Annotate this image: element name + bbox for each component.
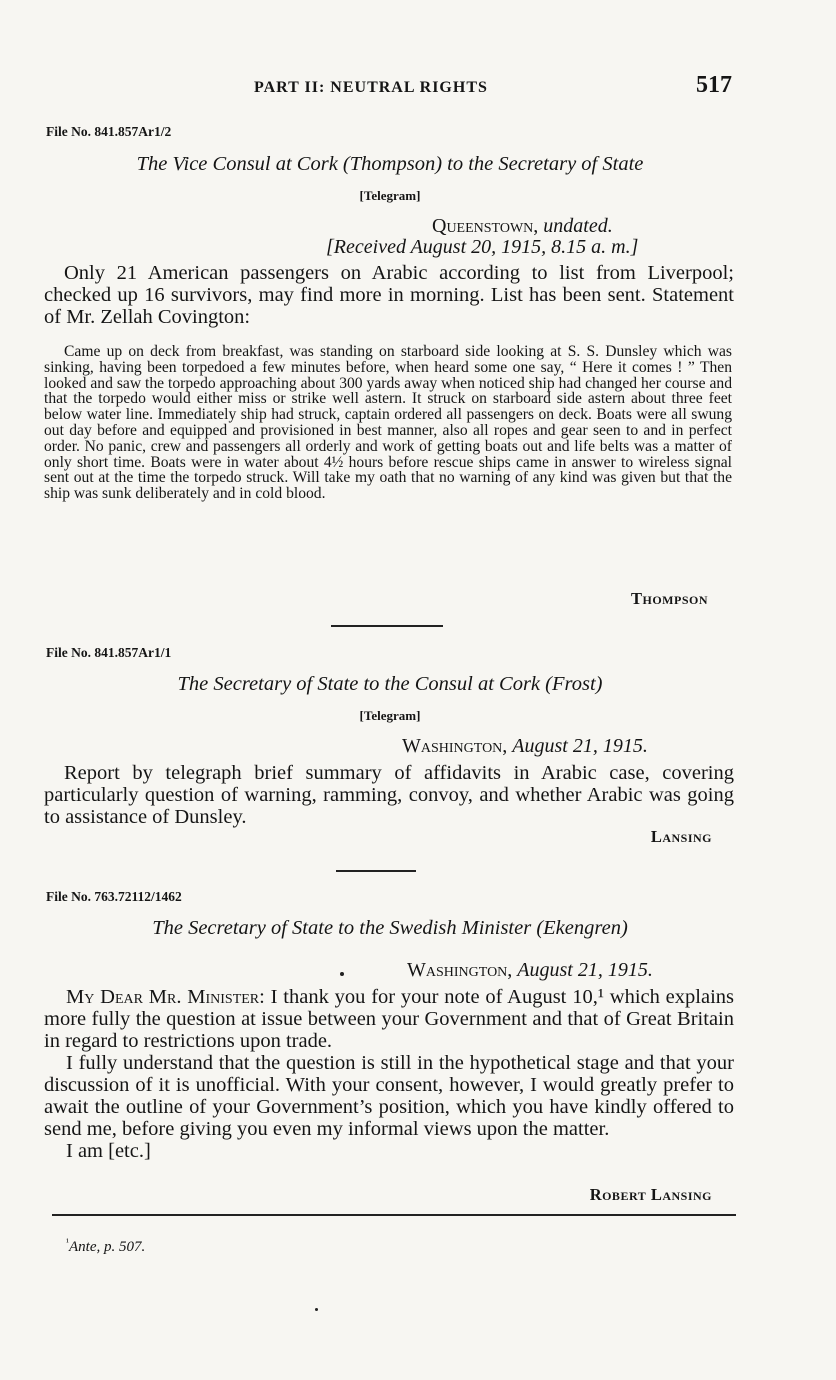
file-number: File No. 841.857Ar1/2 (46, 124, 172, 139)
document-title: The Secretary of State to the Consul at Cork (Frost) (177, 673, 603, 695)
paragraph-text: I thank you for your note of August 10,¹ which explains more fully the question at issue between your Government and that of Great Britain in regard to restrictions upon trade. (44, 986, 734, 1052)
dateline-date: August 21, 1915. (517, 959, 653, 981)
section-divider (331, 625, 443, 627)
letter-paragraph (44, 986, 734, 1052)
running-title: PART II: NEUTRAL RIGHTS (254, 79, 488, 96)
document-title: The Vice Consul at Cork (Thompson) to the Secretary of State (136, 153, 644, 175)
file-number: File No. 841.857Ar1/1 (46, 645, 172, 660)
received-line: [Received August 20, 1915, 8.15 a. m.] (326, 236, 639, 258)
stray-mark (340, 972, 344, 976)
letter-paragraph: I fully understand that the question is still in the hypothetical stage and that your discussion of it is unofficial. With your consent, however, I would greatly prefer to await the outline of your Government’s position, which you have kindly offered to send me, before giving you even my informal views upon the matter. (44, 1052, 734, 1140)
telegram-body: Report by telegraph brief summary of affidavits in Arabic case, covering particularly question of warning, ramming, convoy, and whether Arabic was going to assistance of Dunsley. (44, 762, 734, 828)
telegram-body: Only 21 American passengers on Arabic according to list from Liverpool; checked up 16 survivors, may find more in morning. List has been sent. Statement of Mr. Zellah Covington: (44, 262, 734, 328)
closing: I am [etc.] (66, 1140, 151, 1162)
stray-mark (315, 1308, 318, 1311)
dateline-place: Washington, (407, 959, 513, 981)
file-number: File No. 763.72112/1462 (46, 889, 182, 904)
page-number: 517 (696, 72, 732, 98)
dateline-place: Queenstown, (432, 215, 539, 237)
signature: Robert Lansing (589, 1185, 712, 1204)
document-title: The Secretary of State to the Swedish Minister (Ekengren) (152, 917, 628, 939)
dateline (402, 735, 648, 758)
signature: Lansing (650, 827, 712, 846)
footnote-rule (52, 1214, 736, 1216)
dateline-date: undated. (543, 215, 613, 237)
footnote (66, 1237, 145, 1256)
dateline-place: Washington, (402, 735, 508, 757)
dateline (432, 215, 613, 238)
salutation: My Dear Mr. Minister: (66, 986, 265, 1008)
signature: Thompson (630, 589, 708, 608)
dateline (407, 959, 653, 982)
telegram-label: [Telegram] (359, 188, 421, 203)
footnote-marker: ¹ (66, 1237, 69, 1248)
document-page (44, 0, 736, 1380)
telegram-label: [Telegram] (359, 708, 421, 723)
statement-text: Came up on deck from breakfast, was standing on starboard side looking at S. S. Dunsley which was sinking, having been torpedoed a few minutes before, when heard some one say, “ Here it comes ! ” Then looked and saw the torpedo approaching about 300 yards away when noticed ship had changed her course and that the torpedo would either miss or strike well astern. It struck on starboard side astern about three feet below water line. Immediately ship had struck, captain ordered all passengers on deck. Boats were all swung out day before and equipped and provisioned in best manner, also all ropes and gear seen to and in perfect order. No panic, crew and passengers all orderly and work of getting boats out and life belts was a matter of only short time. Boats were in water about 4½ hours before rescue ships came in answer to wireless signal sent out at the time the torpedo struck. Will take my oath that no warning of any kind was given but that the ship was sunk deliberately and in cold blood. (44, 343, 732, 503)
section-divider (336, 870, 416, 872)
footnote-text: Ante, p. 507. (69, 1239, 146, 1255)
dateline-date: August 21, 1915. (512, 735, 648, 757)
